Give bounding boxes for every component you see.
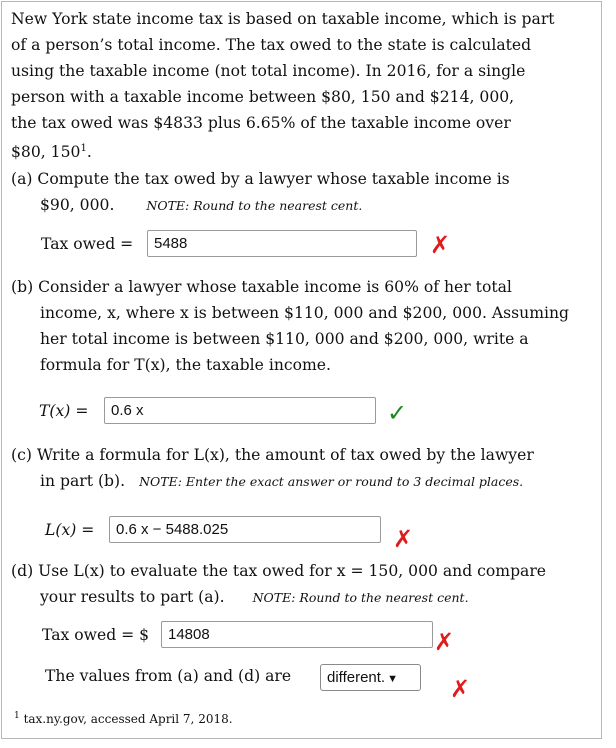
part-d-compare-text: The values from (a) and (d) are xyxy=(45,667,292,685)
part-a-line-2 xyxy=(40,192,362,219)
part-b-line-1: (b) Consider a lawyer whose taxable income is 60% of her total xyxy=(11,278,512,296)
intro-line-6 xyxy=(11,136,92,165)
part-d-line-1: (d) Use L(x) to evaluate the tax owed for x = 150, 000 and compare xyxy=(11,562,547,580)
part-a-line-1: (a) Compute the tax owed by a lawyer whose taxable income is xyxy=(11,170,510,188)
part-a-label: Tax owed = xyxy=(41,235,134,253)
cross-mark-icon: ✗ xyxy=(430,231,451,259)
part-d-line-2 xyxy=(40,584,469,611)
cross-mark-icon: ✗ xyxy=(434,628,455,656)
part-c-label: L(x) = xyxy=(45,521,95,539)
part-c-ref: in part (b). xyxy=(40,472,126,490)
check-mark-icon: ✓ xyxy=(387,399,408,427)
triangle-down-icon: ▼ xyxy=(387,673,398,685)
intro-line-6-end: . xyxy=(86,143,92,162)
intro-line-5: the tax owed was $4833 plus 6.65% of the taxable income over xyxy=(11,114,511,132)
intro-line-4: person with a taxable income between $80, 150 and $214, 000, xyxy=(11,88,515,106)
part-b-line-4: formula for T(x), the taxable income. xyxy=(40,356,331,374)
footnote-mark: 1 xyxy=(14,711,20,721)
part-d-ref: your results to part (a). xyxy=(40,588,225,606)
footnote xyxy=(14,711,233,726)
part-c-answer-input[interactable]: 0.6 x − 5488.025 xyxy=(109,516,381,543)
intro-line-3: using the taxable income (not total income). In 2016, for a single xyxy=(11,62,526,80)
cross-mark-icon: ✗ xyxy=(450,675,471,703)
part-c-line-1: (c) Write a formula for L(x), the amount of tax owed by the lawyer xyxy=(11,446,534,464)
part-a-note: NOTE: Round to the nearest cent. xyxy=(146,198,363,213)
comparison-select[interactable] xyxy=(320,664,421,691)
part-d-answer-input[interactable]: 14808 xyxy=(161,621,433,648)
part-c-line-2 xyxy=(40,468,523,495)
part-a-amount: $90, 000. xyxy=(40,196,115,214)
intro-line-6-text: $80, 150 xyxy=(11,143,81,162)
cross-mark-icon: ✗ xyxy=(393,525,414,553)
footnote-ref: 1 xyxy=(80,143,87,154)
part-b-label: T(x) = xyxy=(39,402,89,420)
part-d-note: NOTE: Round to the nearest cent. xyxy=(252,590,469,605)
part-b-answer-input[interactable]: 0.6 x xyxy=(104,397,376,424)
comparison-select-value: different. xyxy=(327,669,386,686)
part-b-line-2: income, x, where x is between $110, 000 and $200, 000. Assuming xyxy=(40,304,570,322)
part-b-line-3: her total income is between $110, 000 and $200, 000, write a xyxy=(40,330,529,348)
intro-line-2: of a person’s total income. The tax owed to the state is calculated xyxy=(11,36,532,54)
intro-line-1: New York state income tax is based on taxable income, which is part xyxy=(11,10,555,28)
part-a-answer-input[interactable]: 5488 xyxy=(147,230,417,257)
part-c-note: NOTE: Enter the exact answer or round to 3 decimal places. xyxy=(139,474,524,489)
part-d-label: Tax owed = $ xyxy=(42,626,150,644)
footnote-text: tax.ny.gov, accessed April 7, 2018. xyxy=(23,712,233,726)
